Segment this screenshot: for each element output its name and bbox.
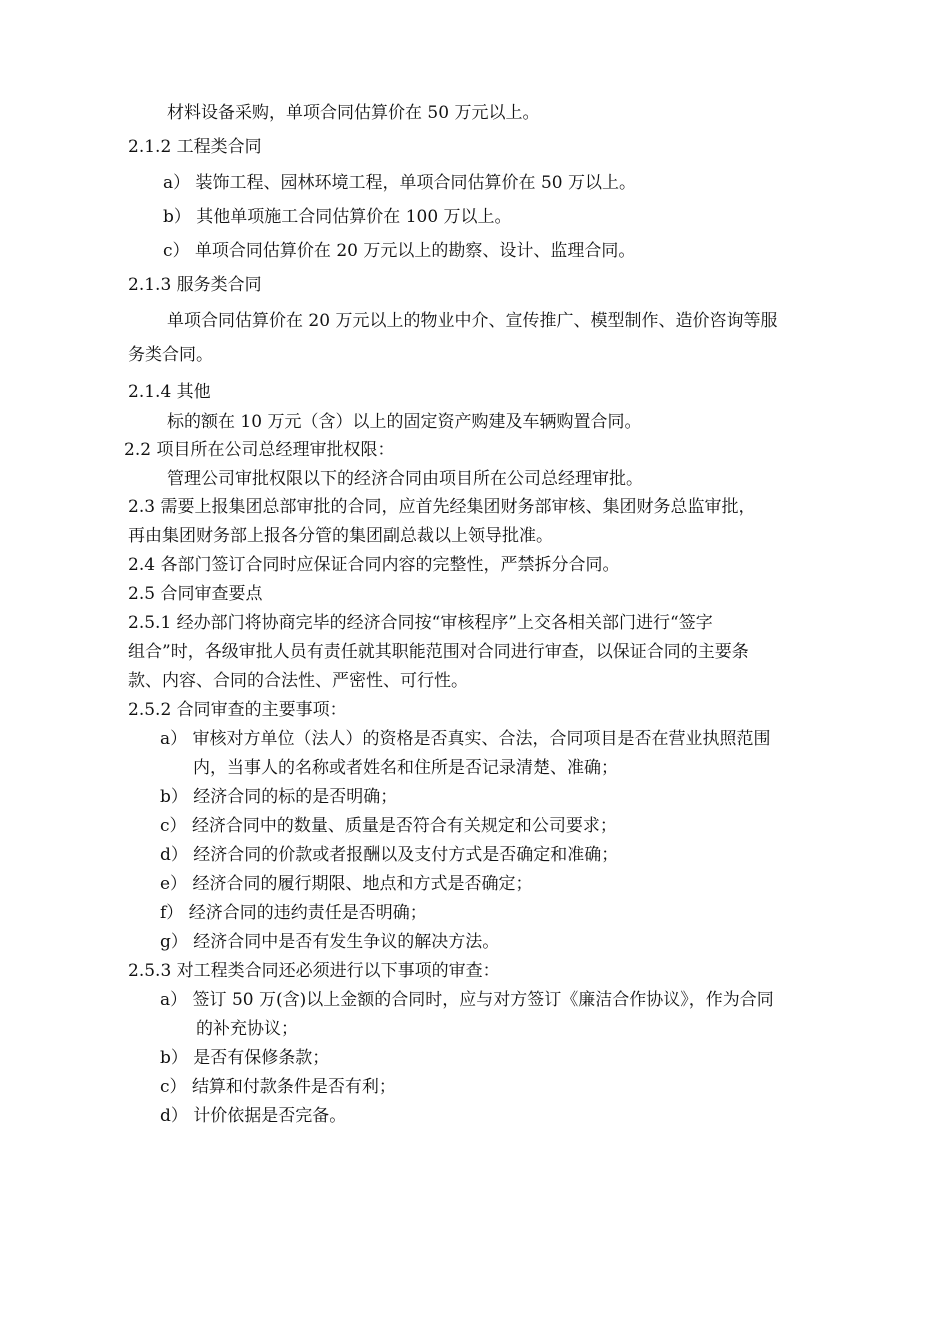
paragraph-2-5-1-line-1: 2.5.1 经办部门将协商完毕的经济合同按“审核程序”上交各相关部门进行“签字 <box>128 613 713 633</box>
list-item-2-5-2-c <box>160 814 617 838</box>
heading-2-1-3: 2.1.3 服务类合同 <box>128 275 262 295</box>
heading-2-1-2: 2.1.2 工程类合同 <box>128 137 262 157</box>
paragraph-2-4: 2.4 各部门签订合同时应保证合同内容的完整性，严禁拆分合同。 <box>128 555 620 575</box>
list-item-2-5-2-b <box>160 785 397 809</box>
list-text: 经济合同中是否有发生争议的解决方法。 <box>193 932 500 952</box>
list-marker: c） <box>163 241 190 261</box>
list-text: 审核对方单位（法人）的资格是否真实、合法，合同项目是否在营业执照范围 <box>192 729 771 749</box>
heading-2-5-3: 2.5.3 对工程类合同还必须进行以下事项的审查： <box>128 961 500 981</box>
paragraph-2-1-4: 标的额在 10 万元（含）以上的固定资产购建及车辆购置合同。 <box>167 412 642 432</box>
list-marker: e） <box>160 874 188 894</box>
list-item-2-5-2-d <box>160 843 618 867</box>
list-text: 经济合同的价款或者报酬以及支付方式是否确定和准确； <box>193 845 619 865</box>
paragraph-2-1-3-line-2: 务类合同。 <box>128 345 213 365</box>
list-text: 计价依据是否完备。 <box>193 1106 347 1126</box>
list-text: 其他单项施工合同估算价在 100 万以上。 <box>196 207 512 227</box>
list-item-2-5-3-a-cont: 的补充协议； <box>196 1019 298 1039</box>
heading-2-2: 2.2 项目所在公司总经理审批权限： <box>124 440 395 460</box>
list-text: 经济合同的标的是否明确； <box>193 787 398 807</box>
paragraph-2-3-line-2: 再由集团财务部上报各分管的集团副总裁以上领导批准。 <box>128 526 553 546</box>
list-item-2-5-3-c <box>160 1075 396 1099</box>
list-marker: b） <box>160 787 188 807</box>
heading-2-5: 2.5 合同审查要点 <box>128 584 263 604</box>
list-text: 经济合同的履行期限、地点和方式是否确定； <box>192 874 533 894</box>
list-item-2-1-2-c <box>163 239 635 263</box>
paragraph-2-5-1-line-2: 组合”时，各级审批人员有责任就其职能范围对合同进行审查，以保证合同的主要条 <box>128 642 749 662</box>
paragraph-2-1-3-line-1: 单项合同估算价在 20 万元以上的物业中介、宣传推广、模型制作、造价咨询等服 <box>167 311 778 331</box>
list-text: 是否有保修条款； <box>193 1048 330 1068</box>
list-marker: a） <box>160 990 188 1010</box>
list-marker: d） <box>160 1106 188 1126</box>
list-marker: c） <box>160 1077 187 1097</box>
list-item-2-5-2-a-cont: 内，当事人的名称或者姓名和住所是否记录清楚、准确； <box>193 758 618 778</box>
list-item-2-5-3-b <box>160 1046 329 1070</box>
heading-2-5-2: 2.5.2 合同审查的主要事项： <box>128 700 347 720</box>
heading-2-1-4: 2.1.4 其他 <box>128 382 211 402</box>
list-item-2-5-2-f <box>160 901 427 925</box>
paragraph-2-5-1-line-3: 款、内容、合同的合法性、严密性、可行性。 <box>128 671 468 691</box>
list-text: 装饰工程、园林环境工程，单项合同估算价在 50 万以上。 <box>195 173 636 193</box>
list-marker: b） <box>163 207 191 227</box>
list-marker: b） <box>160 1048 188 1068</box>
list-marker: f） <box>160 903 184 923</box>
paragraph-2-2: 管理公司审批权限以下的经济合同由项目所在公司总经理审批。 <box>167 469 643 489</box>
list-marker: d） <box>160 845 188 865</box>
list-text: 单项合同估算价在 20 万元以上的勘察、设计、监理合同。 <box>194 241 636 261</box>
list-item-2-1-2-a <box>163 171 636 195</box>
paragraph-2-3-line-1: 2.3 需要上报集团总部审批的合同，应首先经集团财务部审核、集团财务总监审批， <box>128 497 756 517</box>
list-text: 经济合同中的数量、质量是否符合有关规定和公司要求； <box>191 816 617 836</box>
list-text: 签订 50 万(含)以上金额的合同时，应与对方签订《廉洁合作协议》，作为合同 <box>192 990 774 1010</box>
list-text: 结算和付款条件是否有利； <box>191 1077 396 1097</box>
list-text: 经济合同的违约责任是否明确； <box>188 903 427 923</box>
list-marker: g） <box>160 932 188 952</box>
list-marker: c） <box>160 816 187 836</box>
list-item-2-5-2-e <box>160 872 532 896</box>
list-marker: a） <box>160 729 188 749</box>
paragraph-material-procurement: 材料设备采购，单项合同估算价在 50 万元以上。 <box>167 103 540 123</box>
list-item-2-5-3-d <box>160 1104 346 1128</box>
list-item-2-5-2-a <box>160 727 771 751</box>
list-item-2-1-2-b <box>163 205 512 229</box>
list-item-2-5-2-g <box>160 930 499 954</box>
list-marker: a） <box>163 173 191 193</box>
list-item-2-5-3-a <box>160 988 774 1012</box>
